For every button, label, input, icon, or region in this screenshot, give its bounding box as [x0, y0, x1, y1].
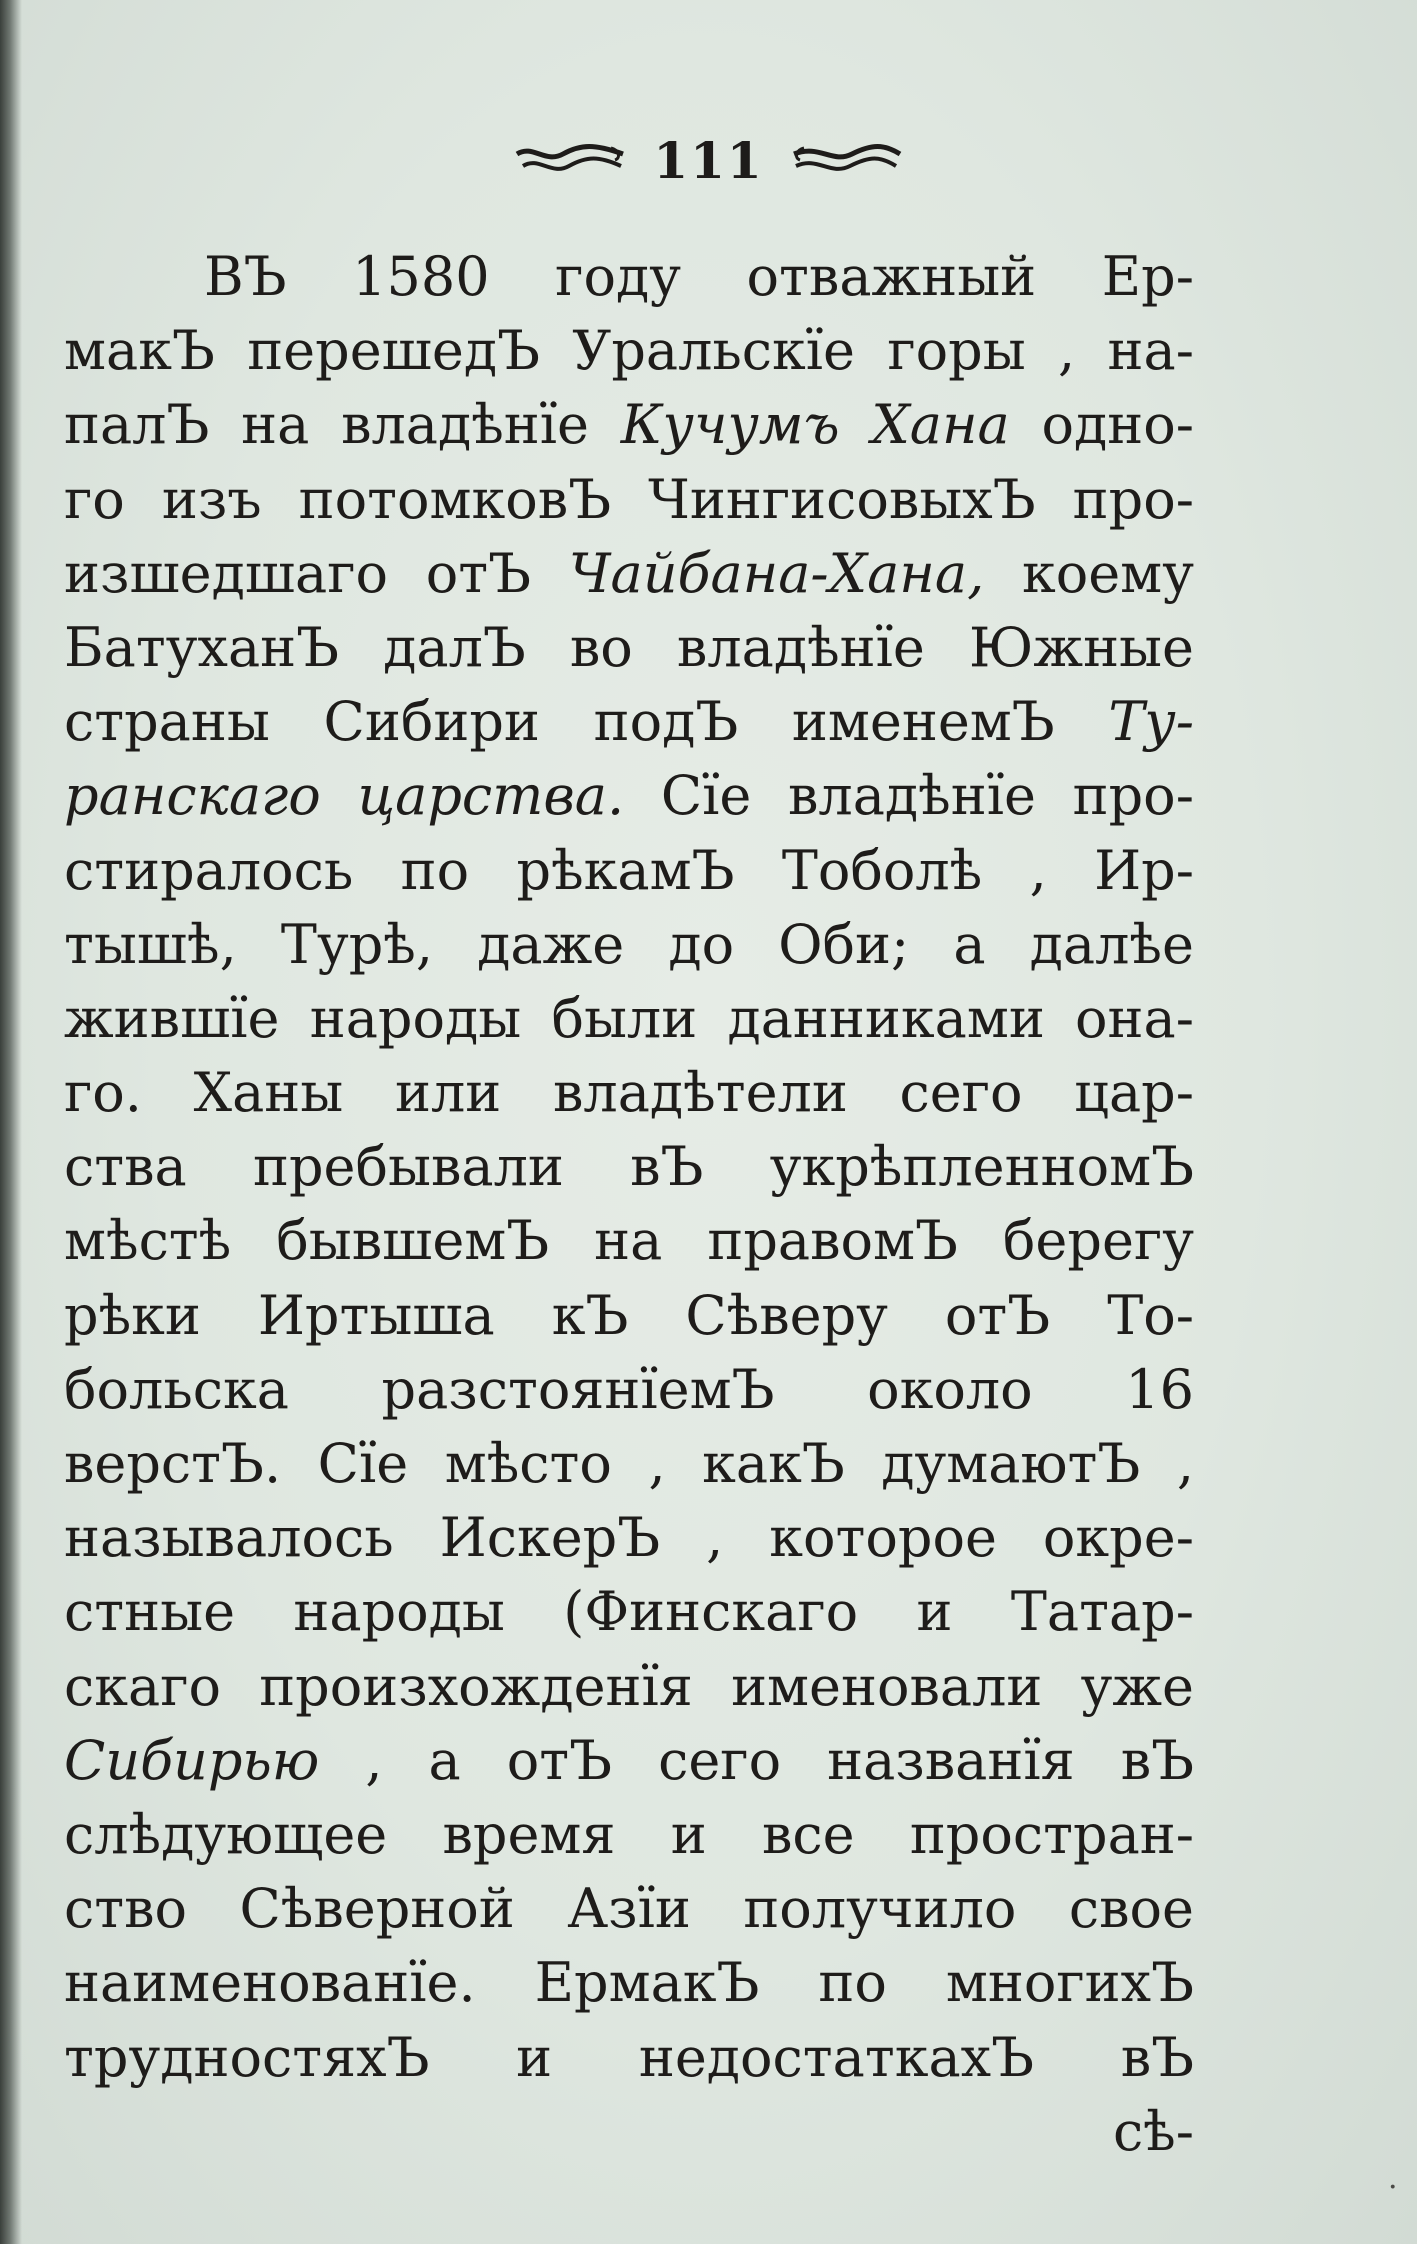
- word: отважный: [746, 245, 1037, 308]
- word: про-: [1072, 467, 1194, 531]
- binding-edge: [0, 0, 22, 2244]
- word: Ер-: [1101, 245, 1194, 308]
- text-line: [64, 982, 1194, 1056]
- text-line: [64, 537, 1194, 611]
- word: по: [818, 1951, 887, 2015]
- word: горы: [887, 319, 1026, 383]
- word: укрѣпленномЪ: [769, 1135, 1194, 1199]
- word: во: [569, 615, 633, 679]
- text-line: [64, 1130, 1194, 1204]
- wave-ornament-icon: [515, 140, 625, 180]
- text-line: [64, 2021, 1194, 2095]
- word: ЧингисовыхЪ: [648, 467, 1036, 531]
- word: произхожденïя: [259, 1654, 693, 1718]
- word: Сïе: [660, 764, 752, 828]
- word: ранскаго: [64, 764, 321, 828]
- text-line: [64, 908, 1194, 982]
- text-line: [64, 463, 1194, 537]
- word: на: [594, 1209, 663, 1273]
- word: БатуханЪ: [64, 615, 340, 679]
- word: какЪ: [702, 1432, 845, 1495]
- word: Татар-: [1010, 1580, 1194, 1644]
- text-line: [64, 611, 1194, 685]
- word: Сибири: [323, 690, 540, 754]
- word: году: [555, 245, 681, 308]
- word: ,: [1029, 838, 1047, 902]
- word: мѣстѣ: [64, 1209, 232, 1273]
- word: окре-: [1042, 1506, 1194, 1570]
- word: Тоболѣ: [781, 838, 983, 902]
- text-line: [64, 1056, 1194, 1130]
- word: Азïи: [567, 1877, 691, 1941]
- word: тышѣ,: [64, 912, 237, 976]
- word: подЪ: [593, 690, 739, 754]
- word: Турѣ,: [280, 912, 434, 976]
- word: владѣнïе: [676, 615, 925, 679]
- word: сего: [899, 1061, 1023, 1125]
- word: стиралось: [64, 838, 354, 902]
- text-line: [64, 1501, 1194, 1575]
- word: Чайбана-Хана,: [568, 541, 985, 605]
- text-line: [64, 1353, 1194, 1427]
- text-line: [64, 388, 1194, 462]
- word: даже: [477, 912, 625, 976]
- word: владѣтели: [552, 1061, 848, 1125]
- word: владѣнïе: [341, 393, 590, 457]
- text-line: [64, 314, 1194, 388]
- word: которое: [769, 1506, 997, 1570]
- word: многихЪ: [945, 1951, 1194, 2015]
- word: цар-: [1074, 1061, 1194, 1125]
- word: разстоянïемЪ: [381, 1357, 775, 1421]
- word: на-: [1107, 319, 1194, 383]
- text-line: [64, 1279, 1194, 1353]
- word: Оби;: [778, 912, 910, 976]
- text-line: [64, 1575, 1194, 1649]
- word: кЪ: [551, 1283, 629, 1347]
- word: и: [670, 1802, 707, 1866]
- word: одно-: [1041, 393, 1194, 457]
- word: бывшемЪ: [276, 1209, 550, 1273]
- word: 16: [1125, 1357, 1194, 1421]
- word: жившïе: [64, 986, 280, 1050]
- word: были: [551, 986, 698, 1050]
- word: мѣсто: [444, 1432, 612, 1495]
- word: страны: [64, 690, 270, 754]
- word: ,: [365, 1728, 383, 1792]
- word: время: [442, 1802, 616, 1866]
- word: трудностяхЪ: [64, 2025, 430, 2089]
- word: данниками: [727, 986, 1045, 1050]
- word: отЪ: [425, 541, 532, 605]
- word: палЪ: [64, 393, 210, 457]
- word: сего: [658, 1728, 782, 1792]
- page-number: 111: [653, 130, 764, 190]
- text-line: [64, 834, 1194, 908]
- word: вЪ: [1120, 1728, 1194, 1792]
- word: получило: [743, 1877, 1017, 1941]
- word: (Финскаго: [563, 1580, 859, 1644]
- word: свое: [1068, 1877, 1194, 1941]
- word: именемЪ: [791, 690, 1055, 754]
- word: изъ: [161, 467, 262, 531]
- word: Ту-: [1108, 690, 1194, 754]
- word: на: [241, 393, 310, 457]
- word: Сѣверной: [239, 1877, 515, 1941]
- word: ,: [648, 1432, 666, 1495]
- word: стные: [64, 1580, 236, 1644]
- text-line: [64, 685, 1194, 759]
- word: коему: [1021, 541, 1194, 605]
- word: а: [428, 1728, 461, 1792]
- word: отЪ: [506, 1728, 613, 1792]
- word: потомковЪ: [298, 467, 612, 531]
- word: макЪ: [64, 319, 215, 383]
- word: про-: [1072, 764, 1194, 828]
- word: она-: [1075, 986, 1194, 1050]
- word: Южные: [968, 615, 1194, 679]
- text-line: [64, 1204, 1194, 1278]
- word: То-: [1107, 1283, 1194, 1347]
- word: скаго: [64, 1654, 221, 1718]
- word: простран-: [909, 1802, 1194, 1866]
- word: Ир-: [1094, 838, 1194, 902]
- word: и: [916, 1580, 953, 1644]
- text-line: [64, 1724, 1194, 1798]
- word: далѣе: [1029, 912, 1194, 976]
- word: ,: [1176, 1432, 1194, 1495]
- word: изшедшаго: [64, 541, 389, 605]
- text-line: [64, 759, 1194, 833]
- word: недостаткахЪ: [638, 2025, 1035, 2089]
- word: перешедЪ: [247, 319, 540, 383]
- word: до: [668, 912, 735, 976]
- word: уже: [1080, 1654, 1194, 1718]
- word: Ханы: [193, 1061, 344, 1125]
- word: а: [953, 912, 986, 976]
- word: вЪ: [1120, 2025, 1194, 2089]
- word: ИскерЪ: [439, 1506, 661, 1570]
- text-line: [64, 240, 1194, 314]
- word: названïя: [827, 1728, 1075, 1792]
- word: думаютЪ: [881, 1432, 1141, 1495]
- word: ЕрмакЪ: [534, 1951, 760, 2015]
- word: народы: [293, 1580, 505, 1644]
- word: берегу: [1002, 1209, 1194, 1273]
- word: наименованïе.: [64, 1951, 476, 2015]
- word: Сибирью: [64, 1728, 320, 1792]
- margin-mark: ·: [1388, 2170, 1398, 2205]
- word: больска: [64, 1357, 289, 1421]
- catchword: сѣ-: [1112, 2099, 1194, 2163]
- word: народы: [309, 986, 522, 1050]
- word: ство: [64, 1877, 188, 1941]
- word: отЪ: [944, 1283, 1051, 1347]
- word: вЪ: [630, 1135, 704, 1199]
- word: ,: [706, 1506, 724, 1570]
- text-line: [64, 1946, 1194, 2020]
- wave-ornament-icon: [792, 140, 902, 180]
- word: далЪ: [383, 615, 526, 679]
- word: ,: [1058, 319, 1076, 383]
- word: царства.: [357, 764, 625, 828]
- word: около: [867, 1357, 1033, 1421]
- word: правомЪ: [707, 1209, 958, 1273]
- word: рѣки: [64, 1283, 201, 1347]
- text-line: [64, 1427, 1194, 1501]
- word: го: [64, 467, 125, 531]
- word: ства: [64, 1135, 187, 1199]
- text-line: [64, 1798, 1194, 1872]
- word: Иртыша: [257, 1283, 495, 1347]
- word: 1580: [352, 245, 490, 308]
- word: Уральскïе: [572, 319, 856, 383]
- word: и: [516, 2025, 553, 2089]
- word: Сѣверу: [685, 1283, 888, 1347]
- word: рѣкамЪ: [516, 838, 735, 902]
- word: владѣнïе: [788, 764, 1036, 828]
- word: именовали: [731, 1654, 1043, 1718]
- word: го.: [64, 1061, 142, 1125]
- word: Хана: [871, 393, 1010, 457]
- word: все: [761, 1802, 855, 1866]
- body-text: [64, 240, 1194, 2169]
- word: Кучумъ: [620, 393, 840, 457]
- word: Сïе: [317, 1432, 409, 1495]
- word: слѣдующее: [64, 1802, 388, 1866]
- text-line: [64, 1872, 1194, 1946]
- word: по: [400, 838, 470, 902]
- catchword-line: [64, 2095, 1194, 2169]
- word: называлось: [64, 1506, 394, 1570]
- page-header: [0, 120, 1417, 200]
- text-line: [64, 1650, 1194, 1724]
- word: верстЪ.: [64, 1432, 282, 1495]
- word: или: [394, 1061, 502, 1125]
- word: ВЪ: [204, 245, 287, 308]
- word: пребывали: [252, 1135, 564, 1199]
